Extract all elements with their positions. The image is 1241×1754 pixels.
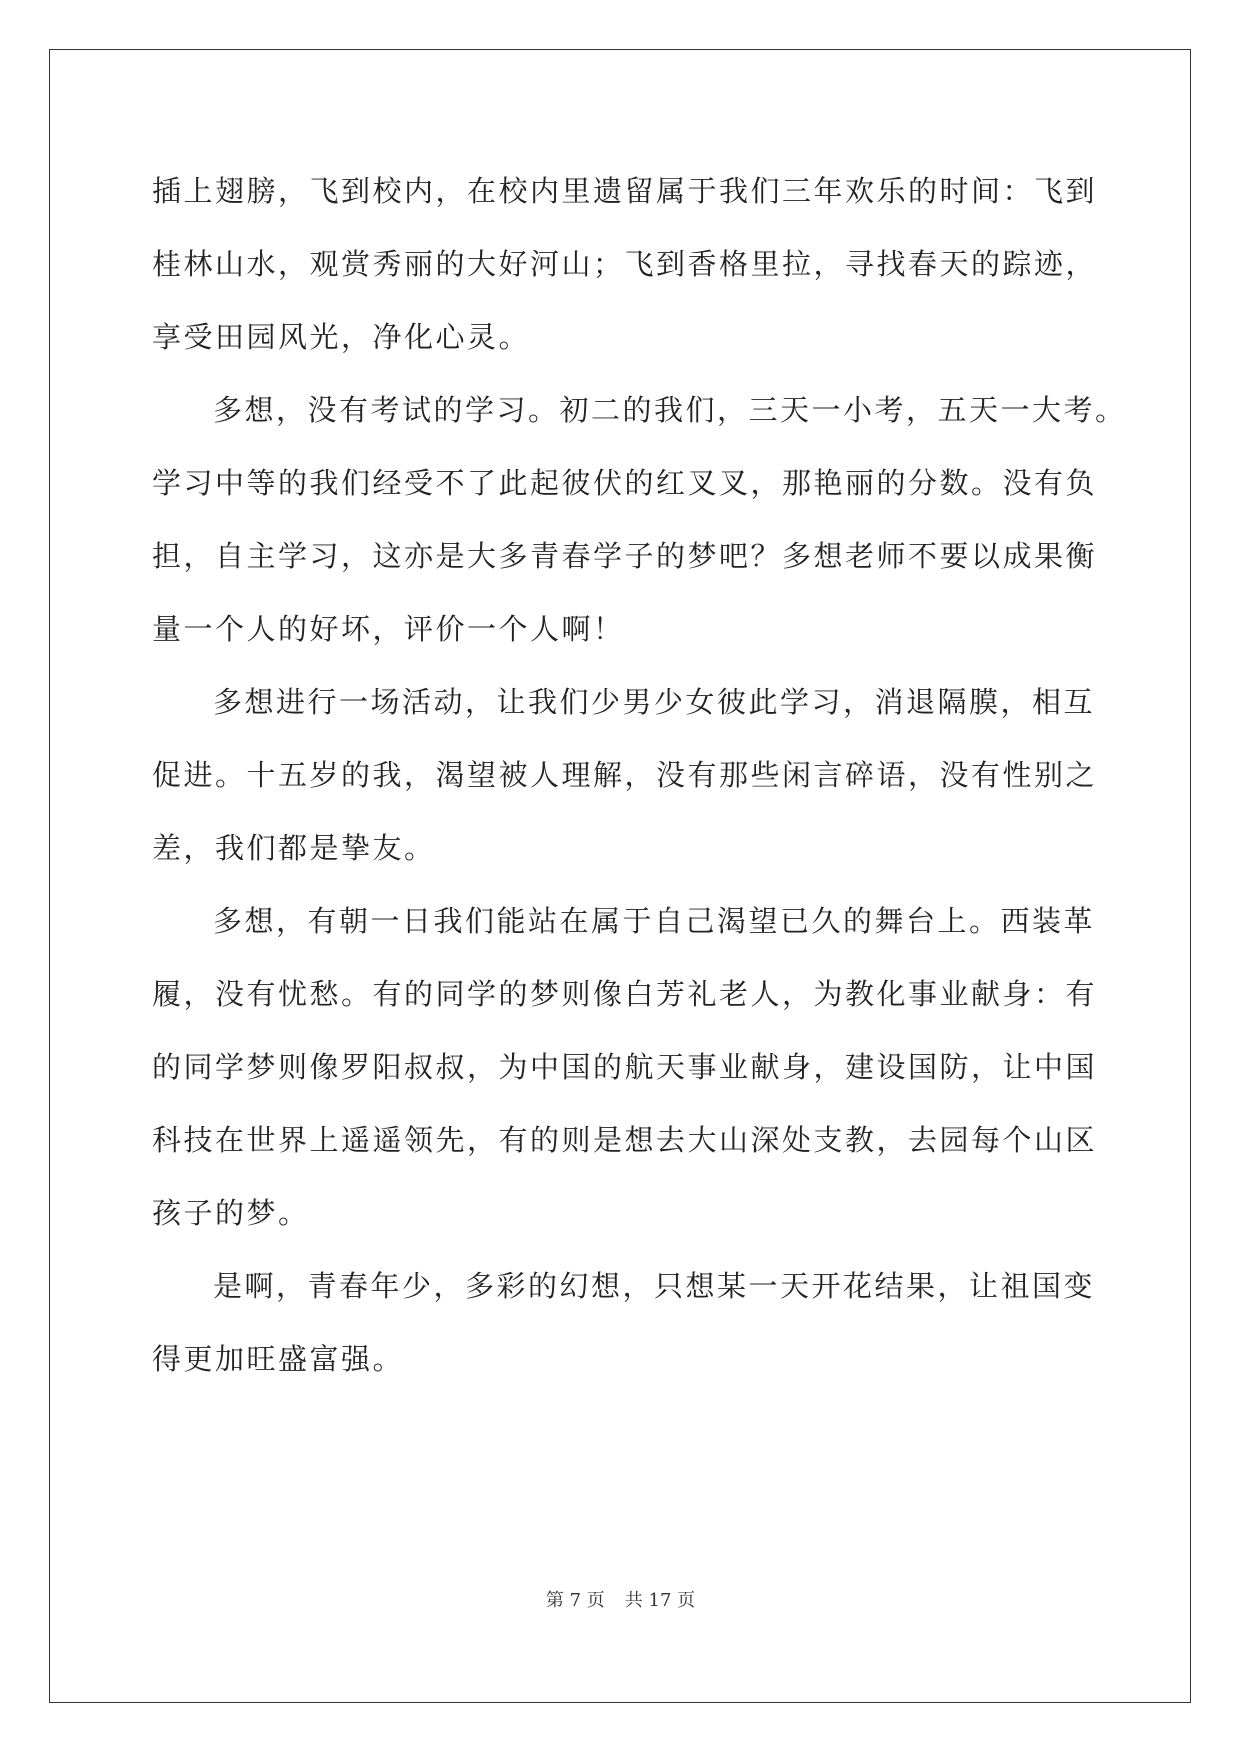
text-line: 桂林山水，观赏秀丽的大好河山；飞到香格里拉，寻找春天的踪迹， bbox=[152, 247, 1098, 281]
page-footer bbox=[0, 1589, 1241, 1613]
text-line: 担，自主学习，这亦是大多青春学子的梦吧？多想老师不要以成果衡 bbox=[152, 539, 1098, 573]
text-line: 享受田园风光，净化心灵。 bbox=[152, 320, 531, 354]
text-line: 差，我们都是挚友。 bbox=[152, 831, 436, 865]
text-line: 的同学梦则像罗阳叔叔，为中国的航天事业献身，建设国防，让中国 bbox=[152, 1050, 1098, 1084]
text-line: 履，没有忧愁。有的同学的梦则像白芳礼老人，为教化事业献身：有 bbox=[152, 977, 1098, 1011]
text-line: 学习中等的我们经受不了此起彼伏的红叉叉，那艳丽的分数。没有负 bbox=[152, 466, 1098, 500]
text-line: 孩子的梦。 bbox=[152, 1196, 310, 1230]
page-number: 第 7 页 bbox=[545, 1590, 605, 1611]
text-line: 插上翅膀，飞到校内，在校内里遗留属于我们三年欢乐的时间：飞到 bbox=[152, 174, 1098, 208]
paragraph-first-line: 多想，有朝一日我们能站在属于自己渴望已久的舞台上。西装革 bbox=[213, 904, 1096, 938]
text-line: 得更加旺盛富强。 bbox=[152, 1342, 405, 1376]
text-line: 促进。十五岁的我，渴望被人理解，没有那些闲言碎语，没有性别之 bbox=[152, 758, 1098, 792]
page-total: 共 17 页 bbox=[624, 1590, 696, 1611]
paragraph-first-line: 多想进行一场活动，让我们少男少女彼此学习，消退隔膜，相互 bbox=[213, 685, 1096, 719]
page-border bbox=[49, 49, 1191, 1703]
paragraph-first-line: 多想，没有考试的学习。初二的我们，三天一小考，五天一大考。 bbox=[213, 393, 1127, 427]
text-line: 科技在世界上遥遥领先，有的则是想去大山深处支教，去园每个山区 bbox=[152, 1123, 1098, 1157]
paragraph-first-line: 是啊，青春年少，多彩的幻想，只想某一天开花结果，让祖国变 bbox=[213, 1269, 1096, 1303]
text-line: 量一个人的好坏，评价一个人啊！ bbox=[152, 612, 625, 646]
